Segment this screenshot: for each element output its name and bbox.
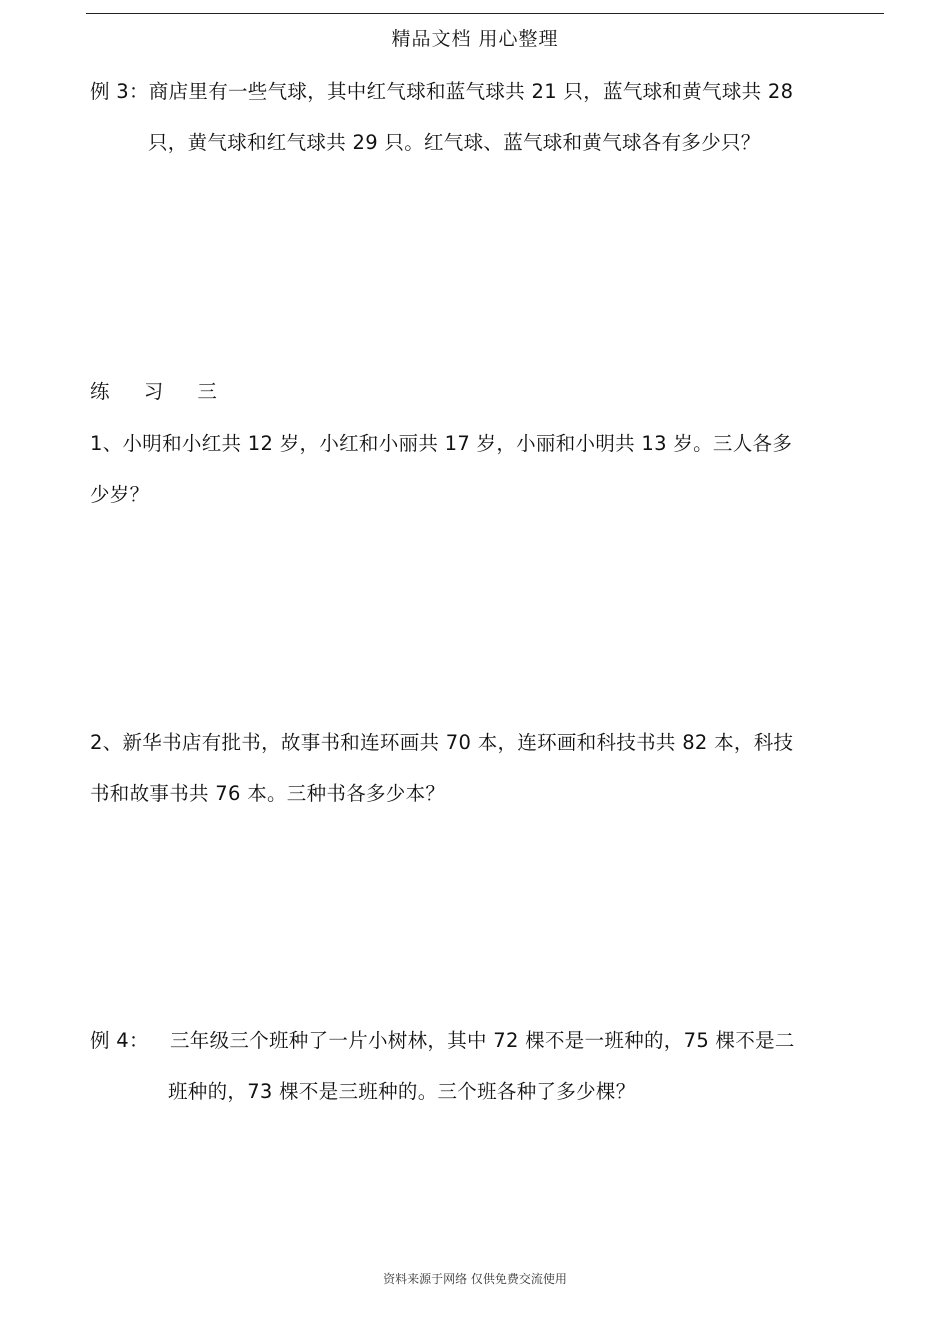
header-rule xyxy=(86,13,884,14)
example-4 xyxy=(90,1015,860,1117)
practice-title: 练 习 三 xyxy=(90,380,231,403)
example-3-line-1: 例 3：商店里有一些气球，其中红气球和蓝气球共 21 只，蓝气球和黄气球共 28 xyxy=(90,80,794,103)
practice-question-1 xyxy=(90,418,860,520)
question-2-line-1: 2、新华书店有批书，故事书和连环画共 70 本，连环画和科技书共 82 本，科技 xyxy=(90,731,794,754)
example-3 xyxy=(90,66,860,168)
example-4-line-1 xyxy=(90,1015,860,1066)
question-1-line-2: 少岁？ xyxy=(90,483,150,506)
page-header: 精品文档 用心整理 xyxy=(391,28,559,50)
example-3-line-2: 只，黄气球和红气球共 29 只。红气球、蓝气球和黄气球各有多少只？ xyxy=(148,131,761,154)
practice-question-2 xyxy=(90,717,860,819)
page-footer: 资料来源于网络 仅供免费交流使用 xyxy=(383,1272,567,1286)
example-4-label: 例 4： xyxy=(90,1029,149,1052)
example-4-line-2: 班种的，73 棵不是三班种的。三个班各种了多少棵？ xyxy=(168,1080,636,1103)
question-1-line-1: 1、小明和小红共 12 岁，小红和小丽共 17 岁，小丽和小明共 13 岁。三人各多 xyxy=(90,432,793,455)
question-2-line-2: 书和故事书共 76 本。三种书各多少本？ xyxy=(90,782,446,805)
example-4-text-1: 三年级三个班种了一片小树林，其中 72 棵不是一班种的，75 棵不是二 xyxy=(170,1029,795,1052)
